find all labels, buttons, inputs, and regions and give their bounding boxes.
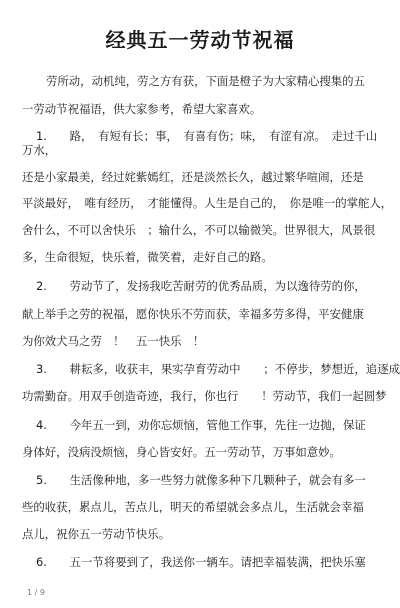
item-5-line-3: 点儿，祝你五一劳动节快乐。 [22, 527, 171, 541]
item-6-line-1: 6. 五一节将要到了，我送你一辆车。请把幸福装满，把快乐塞 [36, 555, 366, 569]
item-3-line-2: 功需勤奋。用双手创造奇迹，我行，你也行 ！劳动节，我们一起圆梦 [22, 389, 387, 403]
item-4-line-1: 4. 今年五一到，劝你忘烦恼，管他工作事，先往一边抛，保证 [36, 418, 366, 432]
item-4-line-2: 身体好，没病没烦恼，身心皆安好。五一劳动节，万事如意妙。 [22, 445, 341, 459]
item-1-line-1: 1. 路， 有短有长；事， 有喜有伤；味， 有涩有凉。 走过千山 [36, 129, 378, 143]
intro-line-2: 一劳动节祝福语，供大家参考，希望大家喜欢。 [22, 102, 262, 116]
page-counter: 1 / 9 [27, 588, 45, 597]
item-5-line-1: 5. 生活像种地，多一些努力就像多种下几颗种子，就会有多一 [36, 473, 366, 487]
page-title: 经典五一劳动节祝福 [105, 28, 295, 52]
item-2-line-2: 献上举手之劳的祝福，愿你快乐不劳而获，幸福多劳多得，平安健康 [22, 307, 364, 321]
item-2-line-1: 2. 劳动节了，发扬我吃苦耐劳的优秀品质，为以逸待劳的你， [36, 279, 366, 293]
item-1-line-4: 平淡最好， 唯有经历， 才能懂得。人生是自己的， 你是唯一的掌舵人， [22, 196, 393, 210]
item-5-line-2: 些的收获，累点儿，苦点儿，明天的希望就会多点儿，生活就会幸福 [22, 500, 364, 514]
item-1-line-3: 还是小家最美，经过姹紫嫣红，还是淡然长久，越过繁华喧闹，还是 [22, 170, 364, 184]
item-1-line-6: 多，生命很短，快乐着，微笑着，走好自己的路。 [22, 250, 273, 264]
item-1-line-5: 舍什么，不可以舍快乐 ；输什么，不可以输微笑。世界很大，风景很 [22, 223, 376, 237]
intro-line-1: 劳所动，动机纯，劳之方有获，下面是橙子为大家精心搜集的五 [46, 74, 365, 88]
item-1-line-2: 万水， [22, 143, 57, 157]
item-2-line-3: 为你效犬马之劳 ！ 五一快乐 ！ [22, 334, 205, 348]
item-3-line-1: 3. 耕耘多，收获丰，果实孕育劳动中 ；不停步，梦想近，追逐成 [36, 362, 400, 376]
